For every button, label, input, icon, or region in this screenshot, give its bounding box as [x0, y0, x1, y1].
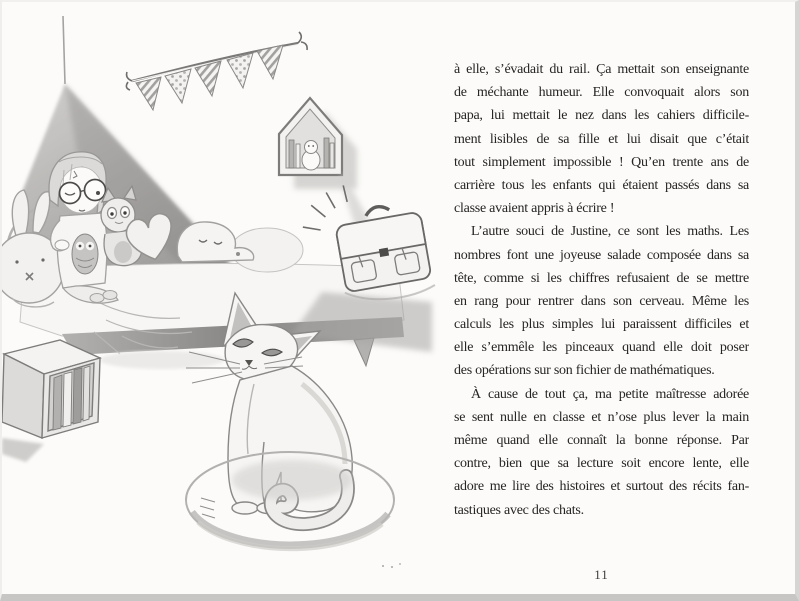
cat-paw: [232, 502, 258, 514]
satchel-handle: [365, 205, 390, 216]
foot: [103, 291, 117, 300]
bunting: [126, 32, 307, 110]
text-line: tastiques avec des chats.: [454, 502, 584, 518]
text-line: elle s’emmêle les pinceaux quand elle doit poser: [454, 340, 749, 356]
floor-dots: [382, 563, 401, 568]
text-line: nombres font une joyeuse salade composée dans sa: [454, 247, 749, 263]
illustration: [2, 2, 442, 582]
bird-figurine: [302, 141, 320, 171]
bookcase: [2, 340, 100, 462]
hand: [55, 240, 69, 250]
text-line: tête, comme si les chiffres refusaient de se mettre: [454, 270, 749, 286]
pennant: [165, 69, 191, 103]
text-line: en rang pour rentrer dans son cerveau. Même les: [454, 293, 749, 309]
text-line: se sent nulle en classe et n’ose plus lever la main: [454, 409, 749, 425]
text-line: L’autre souci de Justine, ce sont les maths. Les: [471, 224, 749, 240]
text-line: ment lisibles de sa fille et lui disait que c’était: [454, 131, 749, 147]
text-line: adore me lire des histoires et surtout des récits fan-: [454, 479, 749, 495]
owl-print: [72, 234, 98, 274]
house-shelf: [279, 98, 370, 230]
text-line: classe avaient appris à écrire !: [454, 201, 615, 217]
text-line: même quand elle connaît la bonne réponse. Par: [454, 433, 749, 448]
pennant: [195, 61, 221, 96]
page-number: 11: [594, 567, 609, 582]
eye: [96, 191, 100, 195]
text-line: À cause de tout ça, ma petite maîtresse adorée: [471, 386, 749, 402]
text-line: à elle, s’évadait du rail. Ça mettait son enseignante: [454, 62, 749, 77]
text-line: des opérations sur son fichier de mathématiques.: [454, 363, 715, 379]
text-line: calculs les plus simples lui paraissent difficiles et: [454, 317, 749, 333]
text-line: papa, lui mettait le nez dans les cahiers difficile-: [454, 108, 749, 124]
text-column: [454, 58, 749, 522]
pennant: [136, 77, 161, 110]
pennant: [257, 45, 283, 79]
foot: [90, 294, 104, 303]
text-line: tout simplement impossible ! Qu’en trente ans de: [454, 154, 749, 170]
text-line: carrière tous les enfants qui étaient passés dans sa: [454, 177, 749, 193]
text-line: de méchante humeur. Elle convoquait alors son: [454, 85, 749, 101]
rug-hatching: [200, 498, 215, 518]
satchel-clasp: [379, 248, 389, 257]
text-line: contre, bien que sa lecture soit encore lente, elle: [454, 456, 749, 472]
